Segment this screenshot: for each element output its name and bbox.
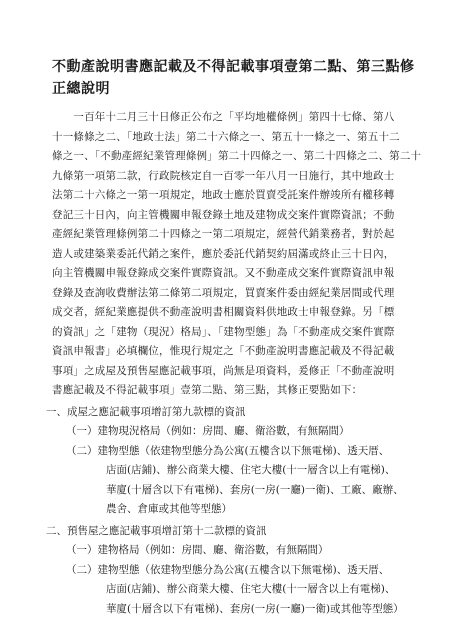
section-heading: 一、成屋之應記載事項增訂第九款標的資訊 <box>46 405 246 418</box>
intro-line: 產經紀業管理條例第二十四條之一第二項規定，經營代銷業務者，對於起 <box>52 228 395 240</box>
section-item: 農舍、倉庫或其他等型態） <box>106 503 232 515</box>
intro-line: 向主管機關申報登錄成交案件實際資訊。又不動產成交案件實際資訊申報 <box>52 267 395 279</box>
section-item: 店面(店鋪)、辦公商業大樓、住宅大樓(十一層含以上有電梯)、 <box>106 583 396 595</box>
intro-line: 資訊申報書」必填欄位，惟現行規定之「不動產說明書應記載及不得記載 <box>52 345 395 357</box>
intro-paragraph <box>52 108 428 401</box>
title-line-2: 正總說明 <box>52 81 110 97</box>
intro-line: 造人或建築業委託代銷之案件，應於委託代銷契約屆滿或終止三十日內， <box>52 247 395 260</box>
intro-line: 事項」之成屋及預售屋應記載事項，尚無是項資料，爰修正「不動產說明 <box>52 364 395 377</box>
intro-line: 條之一、「不動產經紀業管理條例」第二十四條之一、第二十四條之二、第二十 <box>52 150 422 162</box>
intro-line: 一百年十二月三十日修正公布之「平均地權條例」第四十七條、第八 <box>52 111 395 123</box>
section <box>46 403 428 520</box>
section-item: （二）建物型態（依建物型態分為公寓(五樓含以下無電梯)、透天厝、 <box>66 563 390 576</box>
section-item: （一）建物格局（例如：房間、廳、衛浴數，有無隔間） <box>66 544 329 556</box>
intro-line: 法第二十六條之一第一項規定，地政士應於買賣受託案件辦竣所有權移轉 <box>52 189 395 201</box>
intro-line: 九條第一項第二款，行政院核定自一百零一年八月一日施行，其中地政士 <box>52 169 395 182</box>
section-item: 華廈(十層含以下有電梯)、套房(一房(一廳)一衛)或其他等型態） <box>106 602 404 615</box>
section-item: 華廈(十層含以下有電梯)、套房(一房(一廳)一衛)、工廠、廠辦、 <box>106 483 404 496</box>
title-line-1: 不動產說明書應記載及不得記載事項壹第二點、第三點修 <box>52 59 415 75</box>
intro-line: 十一條條之二、「地政士法」第二十六條之一、第五十一條之一、第五十二 <box>52 130 400 143</box>
intro-line: 登記三十日內，向主管機關申報登錄土地及建物成交案件實際資訊；不動 <box>52 208 395 221</box>
intro-line: 登錄及查詢收費辦法第二條第二項規定，買賣案件委由經紀業居間或代理 <box>52 286 395 299</box>
section <box>46 522 428 620</box>
document-title <box>52 56 428 100</box>
intro-line: 的資訊」之「建物（現況）格局」、「建物型態」為「不動產成交案件實際 <box>52 325 395 338</box>
section-item: 店面(店鋪)、辦公商業大樓、住宅大樓(十一層含以上有電梯)、 <box>106 464 396 476</box>
section-heading: 二、預售屋之應記載事項增訂第十二款標的資訊 <box>46 524 267 537</box>
intro-line: 成交者，經紀業應提供不動產說明書相關資料供地政士申報登錄。另「標 <box>52 306 395 318</box>
amendment-sections <box>46 403 428 620</box>
section-item: （二）建物型態（依建物型態分為公寓(五樓含以下無電梯)、透天厝、 <box>66 444 390 457</box>
section-item: （一）建物現況格局（例如：房間、廳、衛浴數，有無隔間） <box>66 425 350 437</box>
intro-line: 書應記載及不得記載事項」壹第二點、第三點，其修正要點如下： <box>52 384 363 396</box>
